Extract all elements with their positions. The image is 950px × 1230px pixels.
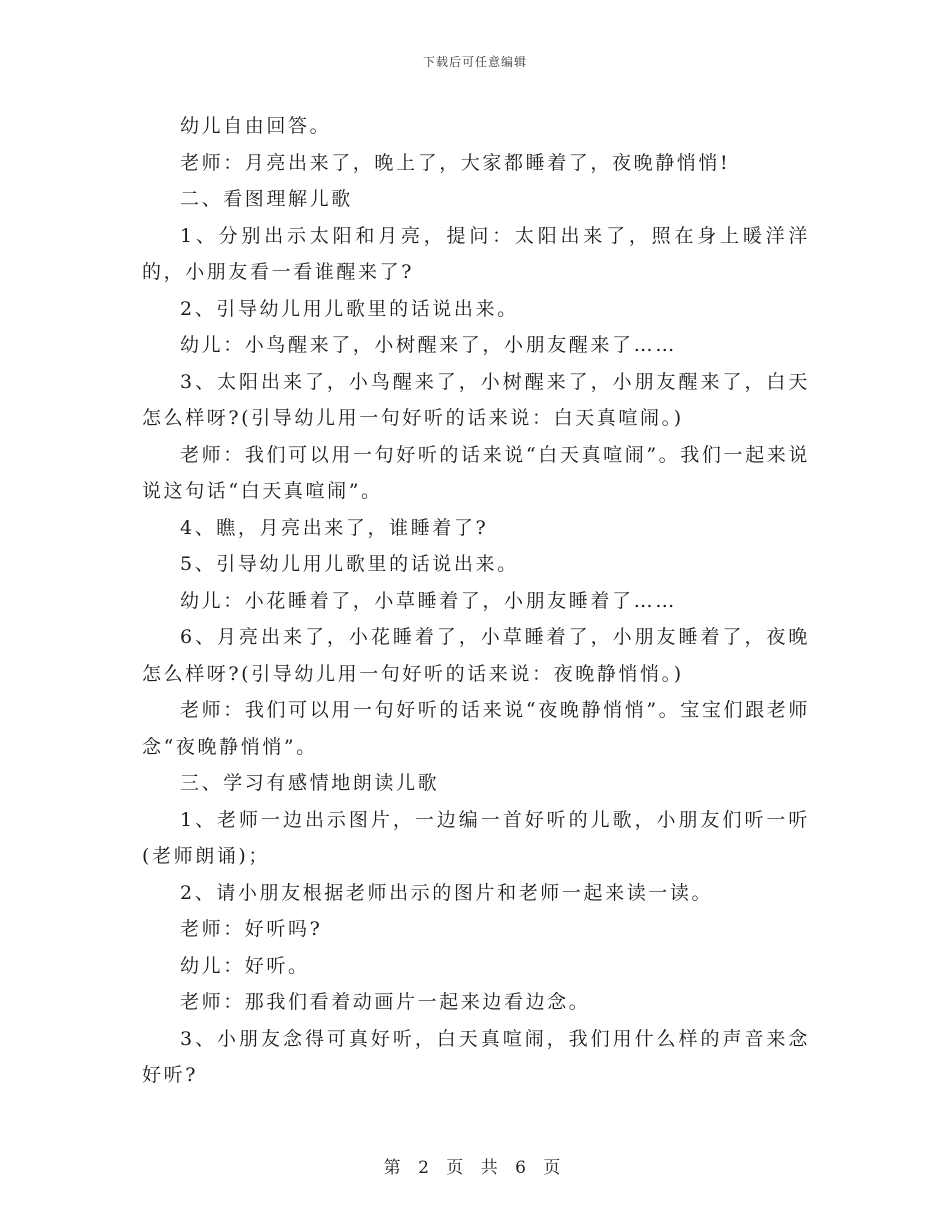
paragraph: 幼儿：好听。 <box>180 954 310 977</box>
document-body <box>142 108 810 1094</box>
paragraph: 老师：我们可以用一句好听的话来说“夜晚静悄悄”。宝宝们跟老师念“夜晚静悄悄”。 <box>142 699 810 758</box>
section-heading: 三、学习有感情地朗读儿歌 <box>180 772 440 794</box>
paragraph: 幼儿自由回答。 <box>180 115 332 137</box>
paragraph: 2、请小朋友根据老师出示的图片和老师一起来读一读。 <box>180 881 714 904</box>
paragraph: 5、引导幼儿用儿歌里的话说出来。 <box>180 553 519 575</box>
paragraph: 4、瞧，月亮出来了，谁睡着了? <box>180 516 489 539</box>
paragraph: 幼儿：小鸟醒来了，小树醒来了，小朋友醒来了…… <box>180 334 677 356</box>
paragraph: 1、分别出示太阳和月亮，提问：太阳出来了，照在身上暖洋洋的，小朋友看一看谁醒来了? <box>142 224 810 283</box>
paragraph: 老师：月亮出来了，晚上了，大家都睡着了，夜晚静悄悄! <box>180 151 731 174</box>
paragraph: 幼儿：小花睡着了，小草睡着了，小朋友睡着了…… <box>180 589 677 612</box>
paragraph: 1、老师一边出示图片，一边编一首好听的儿歌，小朋友们听一听(老师朗诵)； <box>142 808 810 867</box>
page-number: 第 2 页 共 6 页 <box>383 1158 567 1178</box>
paragraph: 老师：我们可以用一句好听的话来说“白天真喧闹”。我们一起来说说这句话“白天真喧闹”。 <box>142 443 810 502</box>
paragraph: 3、太阳出来了，小鸟醒来了，小树醒来了，小朋友醒来了，白天怎么样呀?(引导幼儿用一句好听的话来说：白天真喧闹。) <box>142 370 810 429</box>
page-header-note: 下载后可任意编辑 <box>422 55 527 69</box>
paragraph: 6、月亮出来了，小花睡着了，小草睡着了，小朋友睡着了，夜晚怎么样呀?(引导幼儿用一句好听的话来说：夜晚静悄悄。) <box>142 626 810 685</box>
paragraph: 老师：那我们看着动画片一起来边看边念。 <box>180 991 591 1013</box>
section-heading: 二、看图理解儿歌 <box>180 188 353 210</box>
paragraph: 老师：好听吗? <box>180 918 323 940</box>
paragraph: 3、小朋友念得可真好听，白天真喧闹，我们用什么样的声音来念好听? <box>142 1027 810 1086</box>
paragraph: 2、引导幼儿用儿歌里的话说出来。 <box>180 297 519 320</box>
